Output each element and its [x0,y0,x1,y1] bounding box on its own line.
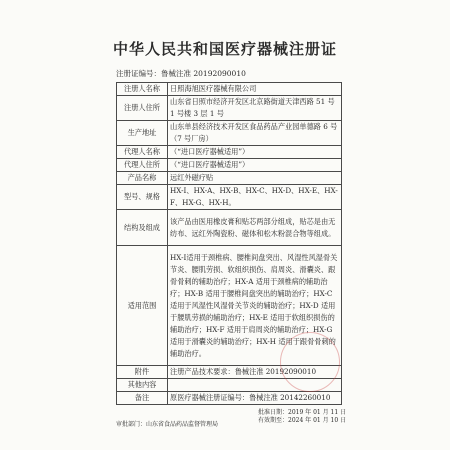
row-production-address [117,121,342,146]
row-label: 型号、规格 [117,185,168,210]
row-registrant-address [117,96,342,121]
row-label: 代理人住所 [117,159,168,172]
row-label: 备注 [117,392,168,405]
row-label: 适用范围 [117,246,168,366]
row-registrant-name [117,83,342,96]
row-label: 注册人名称 [117,83,168,96]
row-value: （“进口医疗器械适用”） [168,159,342,172]
row-label: 生产地址 [117,121,168,146]
row-label: 结构及组成 [117,210,168,246]
row-remarks [117,392,342,405]
date-block [258,409,346,425]
approval-date: 批准日期：2019 年 01 月 11 日 [258,409,347,416]
row-value: 该产品由医用橡皮膏和贴芯两部分组成，贴芯是由无纺布、远红外陶瓷粉、磁体和松木粉混合物等组成。 [168,210,342,246]
row-label: 附件 [117,366,168,379]
row-value: 日照海旭医疗器械有限公司 [168,83,342,96]
row-value: （“进口医疗器械适用”） [168,146,342,159]
row-value: 山东省日照市经济开发区北京路街道天津西路 51 号 1 号楼 3 层 1 号 [168,96,342,121]
row-value: 原医疗器械注册证编号：鲁械注准 20142260010 [168,392,342,405]
issuing-authority: 审批部门：山东省食品药品监督管理局 [116,421,219,428]
row-label: 注册人住所 [117,96,168,121]
row-value: 远红外磁疗贴 [168,172,342,185]
row-value: HX-Ⅰ、HX-A、HX-B、HX-C、HX-D、HX-E、HX-F、HX-G、HX-H。 [168,185,342,210]
row-model-spec [117,185,342,210]
row-agent-address [117,159,342,172]
row-value: 山东单县经济技术开发区食品药品产业园单德路 6 号（7 号厂房） [168,121,342,146]
official-seal [280,332,340,392]
registration-number: 注册证编号：鲁械注准 20192090010 [116,69,246,78]
valid-until: 有效期至：2024 年 01 月 10 日 [258,417,347,424]
row-label: 产品名称 [117,172,168,185]
row-value: 注册产品技术要求：鲁械注准 20192090010 [168,366,342,379]
row-value: HX-Ⅰ适用于颈椎病、腰椎间盘突出、风湿性风湿骨关节炎、腰肌劳损、软组织损伤、肩周炎、滑囊炎、跟骨骨刺的辅助治疗；HX-A 适用于颈椎病的辅助治疗；HX-B 适用于腰椎间盘突出的辅助治疗；HX-C 适用于风湿性风湿骨关节炎的辅助治疗；HX-D 适用于腰肌劳损的辅助治疗；HX-E 适用于软组织损伤的辅助治疗；HX-F 适用于肩周炎的辅助治疗；HX-G 适用于滑囊炎的辅助治疗；HX-H 适用于跟骨骨刺的辅助治疗。 [168,246,342,366]
row-product-name [117,172,342,185]
row-label: 其他内容 [117,379,168,392]
certificate-title: 中华人民共和国医疗器械注册证 [112,40,337,58]
row-structure [117,210,342,246]
row-agent-name [117,146,342,159]
row-label: 代理人名称 [117,146,168,159]
